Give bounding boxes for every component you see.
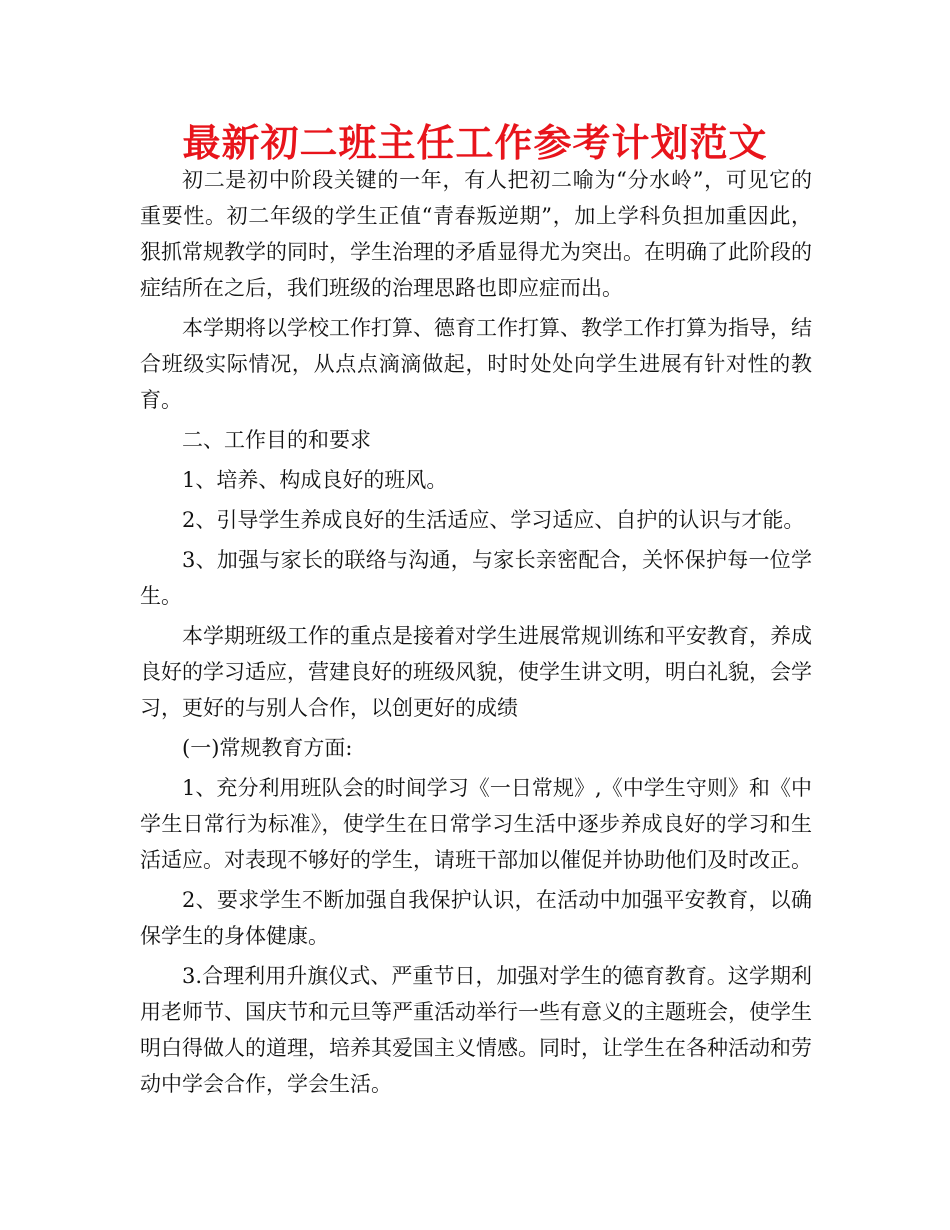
routine-item-3: 3.合理利用升旗仪式、严重节日，加强对学生的德育教育。这学期利用老师节、国庆节和元旦等严重活动举行一些有意义的主题班会，使学生明白得做人的道理，培养其爱国主义情感。同时，让学生在各种活动和劳动中学会合作，学会生活。 bbox=[140, 964, 812, 1096]
paragraph-intro: 初二是初中阶段关键的一年，有人把初二喻为“分水岭”，可见它的重要性。初二年级的学生正值“青春叛逆期”，加上学科负担加重因此，狠抓常规教学的同时，学生治理的矛盾显得尤为突出。在明确了此阶段的症结所在之后，我们班级的治理思路也即应症而出。 bbox=[140, 168, 812, 300]
goal-item-1: 1、培养、构成良好的班风。 bbox=[182, 468, 448, 492]
paragraph-focus: 本学期班级工作的重点是接着对学生进展常规训练和平安教育，养成良好的学习适应，营建良好的班级风貌，使学生讲文明，明白礼貌，会学习，更好的与别人合作，以创更好的成绩 bbox=[140, 624, 812, 720]
subsection-heading-routine: (一)常规教育方面: bbox=[182, 736, 353, 760]
routine-item-2: 2、要求学生不断加强自我保护认识，在活动中加强平安教育，以确保学生的身体健康。 bbox=[140, 888, 812, 948]
goal-item-2: 2、引导学生养成良好的生活适应、学习适应、自护的认识与才能。 bbox=[182, 508, 805, 532]
routine-item-1: 1、充分利用班队会的时间学习《一日常规》,《中学生守则》和《中学生日常行为标准》，使学生在日常学习生活中逐步养成良好的学习和生活适应。对表现不够好的学生，请班干部加以催促并协助他们及时改正。 bbox=[140, 776, 812, 872]
section-heading-goals: 二、工作目的和要求 bbox=[182, 428, 371, 452]
goal-item-3: 3、加强与家长的联络与沟通，与家长亲密配合，关怀保护每一位学生。 bbox=[140, 548, 812, 608]
document-body bbox=[140, 162, 812, 1106]
document-title: 最新初二班主任工作参考计划范文 bbox=[182, 121, 768, 165]
paragraph-guidance: 本学期将以学校工作打算、德育工作打算、教学工作打算为指导，结合班级实际情况，从点点滴滴做起，时时处处向学生进展有针对性的教育。 bbox=[140, 316, 812, 412]
